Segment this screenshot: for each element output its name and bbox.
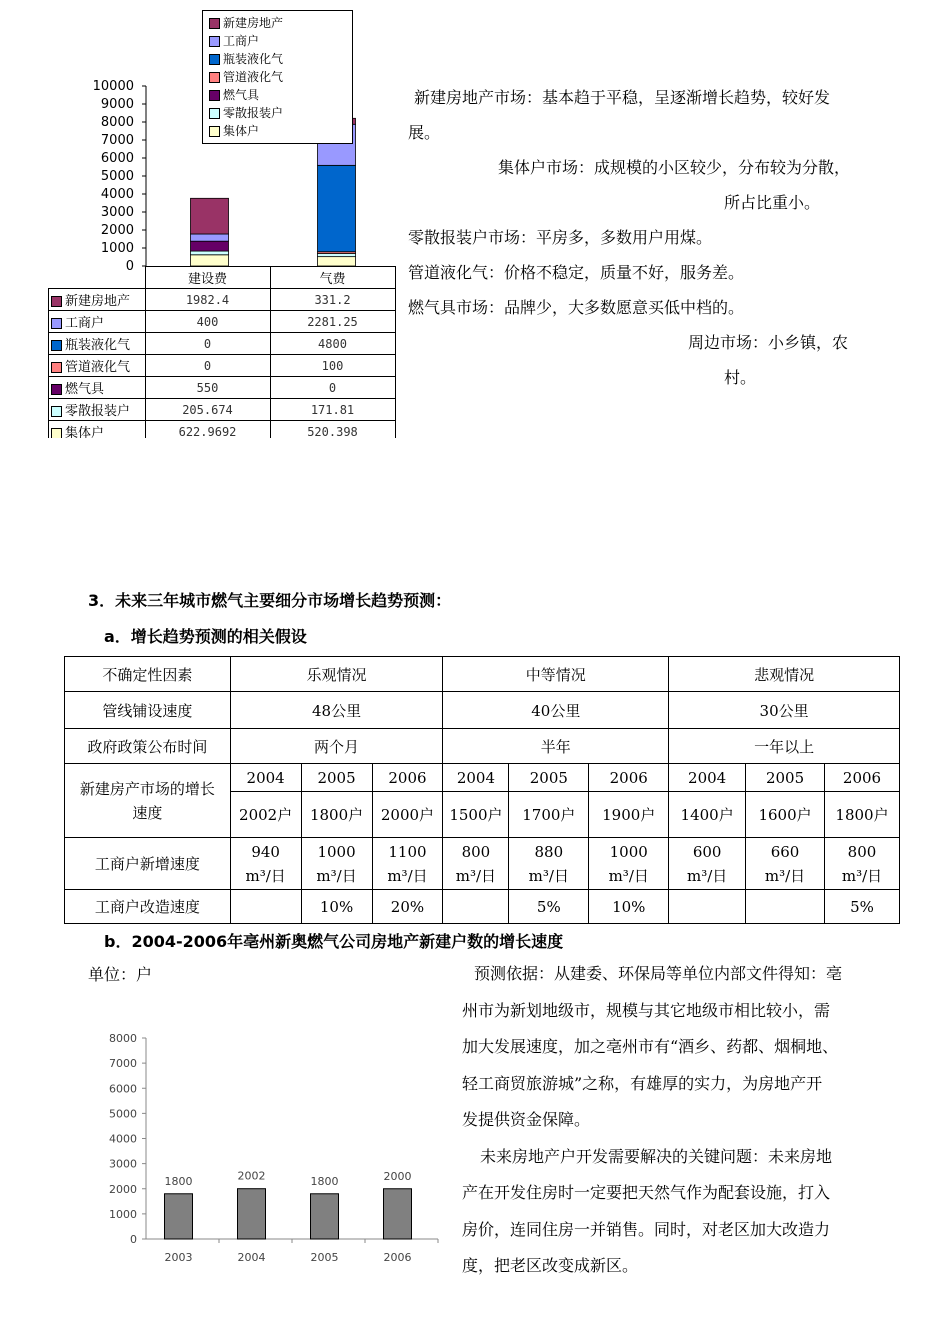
y-tick-label: 4000 [100, 187, 134, 202]
cell: 1982.4 [145, 289, 270, 311]
cell: 0 [145, 333, 270, 355]
cell: 48公里 [230, 692, 443, 729]
y-tick-label: 8000 [100, 115, 134, 130]
year-cell: 2005 [301, 764, 372, 792]
chart1-data-table [48, 266, 396, 438]
col-header: 建设费 [145, 267, 270, 289]
assumption-table [64, 656, 900, 924]
cell [443, 890, 509, 924]
paragraph-line: 发提供资金保障。 [462, 1110, 591, 1129]
year-cell: 2004 [669, 764, 746, 792]
table-header-row [65, 657, 900, 692]
cell: 1000 m³/日 [589, 838, 669, 890]
row-label: 集体户 [49, 421, 146, 439]
header-cell: 不确定性因素 [65, 657, 231, 692]
table-row [65, 692, 900, 729]
cell: 2002户 [230, 792, 301, 838]
cell: 400 [145, 311, 270, 333]
stack-segment [191, 234, 229, 241]
legend-item: 管道液化气 [209, 68, 346, 86]
chart1-legend [202, 10, 353, 144]
legend-swatch [209, 72, 220, 83]
y-tick-label: 10000 [92, 79, 134, 94]
table-row [65, 838, 900, 890]
cell: 两个月 [230, 729, 443, 764]
paragraph-line: 村。 [724, 368, 757, 387]
bar [384, 1189, 412, 1239]
cell: 0 [270, 377, 395, 399]
cell: 622.9692 [145, 421, 270, 439]
y-tick-label: 8000 [109, 1032, 137, 1045]
cell: 800 m³/日 [443, 838, 509, 890]
table-row [65, 890, 900, 924]
bar [311, 1194, 339, 1239]
cell: 20% [372, 890, 443, 924]
paragraph-line: 房价，连同住房一并销售。同时，对老区加大改造力 [462, 1219, 831, 1239]
paragraph-line: 燃气具市场：品牌少，大多数愿意买低中档的。 [408, 298, 745, 317]
new-households-bar-chart [100, 1026, 440, 1266]
y-tick-label: 2000 [100, 223, 134, 238]
data-table-row [49, 289, 396, 311]
cell: 5% [825, 890, 900, 924]
legend-item: 零散报装户 [209, 104, 346, 122]
data-label: 1800 [164, 1174, 193, 1188]
paragraph-line: 产在开发住房时一定要把天然气作为配套设施，打入 [462, 1183, 831, 1202]
stacked-chart-area [48, 8, 400, 438]
y-tick-label: 9000 [100, 97, 134, 112]
y-tick-label: 7000 [100, 133, 134, 148]
paragraph-line: 展。 [408, 123, 441, 142]
y-tick-label: 7000 [109, 1057, 137, 1071]
cell: 2281.25 [270, 311, 395, 333]
data-label: 2002 [237, 1169, 266, 1183]
header-cell: 悲观情况 [669, 657, 900, 692]
year-cell: 2006 [825, 764, 900, 792]
basis-text [462, 956, 902, 1285]
cell: 100 [270, 355, 395, 377]
stack-segment [318, 254, 356, 257]
legend-item: 瓶装液化气 [209, 50, 346, 68]
y-tick-label: 2000 [109, 1182, 137, 1196]
cell: 1500户 [443, 792, 509, 838]
stack-segment [191, 241, 229, 251]
x-tick-label: 2003 [164, 1251, 193, 1264]
x-tick-label: 2006 [383, 1251, 412, 1264]
y-tick-label: 6000 [109, 1082, 137, 1096]
data-table-row [49, 311, 396, 333]
row-label: 工商户新增速度 [65, 838, 231, 890]
stack-segment [318, 165, 356, 251]
cell [746, 890, 825, 924]
data-table-header [49, 267, 396, 289]
cell: 800 m³/日 [825, 838, 900, 890]
cell: 520.398 [270, 421, 395, 439]
cell: 205.674 [145, 399, 270, 421]
paragraph-line: 预测依据：从建委、环保局等单位内部文件得知：亳 [474, 964, 843, 983]
paragraph-line: 周边市场：小乡镇，农 [688, 333, 849, 352]
cell: 1100 m³/日 [372, 838, 443, 890]
data-table-row [49, 333, 396, 355]
y-tick-label: 0 [130, 1233, 137, 1246]
y-tick-label: 0 [125, 259, 134, 270]
y-tick-label: 4000 [109, 1132, 137, 1146]
row-label: 瓶装液化气 [49, 333, 146, 355]
legend-swatch [209, 54, 220, 65]
y-tick-label: 1000 [109, 1207, 137, 1221]
cell: 1900户 [589, 792, 669, 838]
legend-swatch [209, 18, 220, 29]
stack-segment [318, 257, 356, 266]
legend-item: 燃气具 [209, 86, 346, 104]
stack-segment [191, 198, 229, 234]
paragraph-line: 轻工商贸旅游城”之称，有雄厚的实力，为房地产开 [462, 1073, 823, 1093]
cell: 1400户 [669, 792, 746, 838]
stack-segment [191, 251, 229, 255]
legend-item: 工商户 [209, 32, 346, 50]
unit-label: 单位：户 [88, 965, 153, 984]
row-label: 燃气具 [49, 377, 146, 399]
market-text [408, 80, 898, 395]
year-cell: 2005 [509, 764, 589, 792]
cell [669, 890, 746, 924]
row-label: 工商户 [49, 311, 146, 333]
y-tick-label: 6000 [100, 151, 134, 166]
cell: 一年以上 [669, 729, 900, 764]
legend-swatch [209, 36, 220, 47]
paragraph-line: 集体户市场：成规模的小区较少，分布较为分散， [498, 158, 851, 177]
cell: 2000户 [372, 792, 443, 838]
cell: 10% [589, 890, 669, 924]
year-cell: 2005 [746, 764, 825, 792]
cell: 1600户 [746, 792, 825, 838]
data-label: 1800 [310, 1174, 339, 1188]
paragraph-line: 管道液化气：价格不稳定，质量不好，服务差。 [408, 263, 745, 282]
cell: 600 m³/日 [669, 838, 746, 890]
cell: 940 m³/日 [230, 838, 301, 890]
row-label: 政府政策公布时间 [65, 729, 231, 764]
year-cell: 2004 [443, 764, 509, 792]
bar [165, 1194, 193, 1239]
chart1-data-table-wrap [48, 266, 400, 438]
cell: 1800户 [301, 792, 372, 838]
table-row [65, 729, 900, 764]
legend-item: 集体户 [209, 122, 346, 140]
y-tick-label: 5000 [100, 169, 134, 184]
data-table-row [49, 377, 396, 399]
section-title: 3．未来三年城市燃气主要细分市场增长趋势预测： [88, 591, 452, 610]
table-row [65, 764, 900, 792]
legend-swatch [209, 90, 220, 101]
cell: 331.2 [270, 289, 395, 311]
paragraph-line: 加大发展速度，加之亳州市有“酒乡、药都、烟桐地、 [462, 1037, 839, 1056]
row-label: 工商户改造速度 [65, 890, 231, 924]
cell [230, 890, 301, 924]
cell: 1000 m³/日 [301, 838, 372, 890]
cell: 4800 [270, 333, 395, 355]
cell: 1700户 [509, 792, 589, 838]
paragraph-line: 所占比重小。 [724, 193, 821, 212]
cell: 0 [145, 355, 270, 377]
data-table-row [49, 399, 396, 421]
subsection-a-title: a．增长趋势预测的相关假设 [104, 627, 307, 646]
paragraph-line: 州市为新划地级市，规模与其它地级市相比较小，需 [462, 1000, 831, 1020]
paragraph-line: 度，把老区改变成新区。 [462, 1256, 639, 1275]
year-cell: 2006 [589, 764, 669, 792]
blank-cell [49, 267, 146, 289]
year-cell: 2006 [372, 764, 443, 792]
col-header: 气费 [270, 267, 395, 289]
cell: 171.81 [270, 399, 395, 421]
cell: 30公里 [669, 692, 900, 729]
paragraph-line: 零散报装户市场：平房多，多数用户用煤。 [408, 228, 713, 247]
legend-item: 新建房地产 [209, 14, 346, 32]
paragraph-line: 新建房地产市场：基本趋于平稳，呈逐渐增长趋势，较好发 [414, 88, 831, 107]
cell: 880 m³/日 [509, 838, 589, 890]
cell: 10% [301, 890, 372, 924]
cell: 550 [145, 377, 270, 399]
cell: 半年 [443, 729, 669, 764]
year-cell: 2004 [230, 764, 301, 792]
y-tick-label: 1000 [100, 241, 134, 256]
cell: 40公里 [443, 692, 669, 729]
bar [238, 1189, 266, 1239]
cell: 1800户 [825, 792, 900, 838]
row-label: 管道液化气 [49, 355, 146, 377]
x-tick-label: 2005 [310, 1251, 339, 1264]
row-label: 管线铺设速度 [65, 692, 231, 729]
y-tick-label: 3000 [109, 1157, 137, 1171]
row-label: 新建房地产 [49, 289, 146, 311]
paragraph-line: 未来房地产户开发需要解决的关键问题：未来房地 [480, 1146, 833, 1166]
legend-swatch [209, 126, 220, 137]
row-label: 零散报装户 [49, 399, 146, 421]
data-label: 2000 [383, 1169, 412, 1183]
header-cell: 乐观情况 [230, 657, 443, 692]
data-table-row [49, 355, 396, 377]
cell: 5% [509, 890, 589, 924]
y-tick-label: 5000 [109, 1107, 137, 1121]
stack-segment [191, 255, 229, 266]
cell: 660 m³/日 [746, 838, 825, 890]
legend-swatch [209, 108, 220, 119]
row-label: 新建房产市场的增长速度 [65, 764, 231, 838]
header-cell: 中等情况 [443, 657, 669, 692]
x-tick-label: 2004 [237, 1251, 266, 1264]
y-tick-label: 3000 [100, 205, 134, 220]
subsection-b-title: b．2004-2006年亳州新奥燃气公司房地产新建户数的增长速度 [104, 932, 564, 951]
data-table-row [49, 421, 396, 439]
